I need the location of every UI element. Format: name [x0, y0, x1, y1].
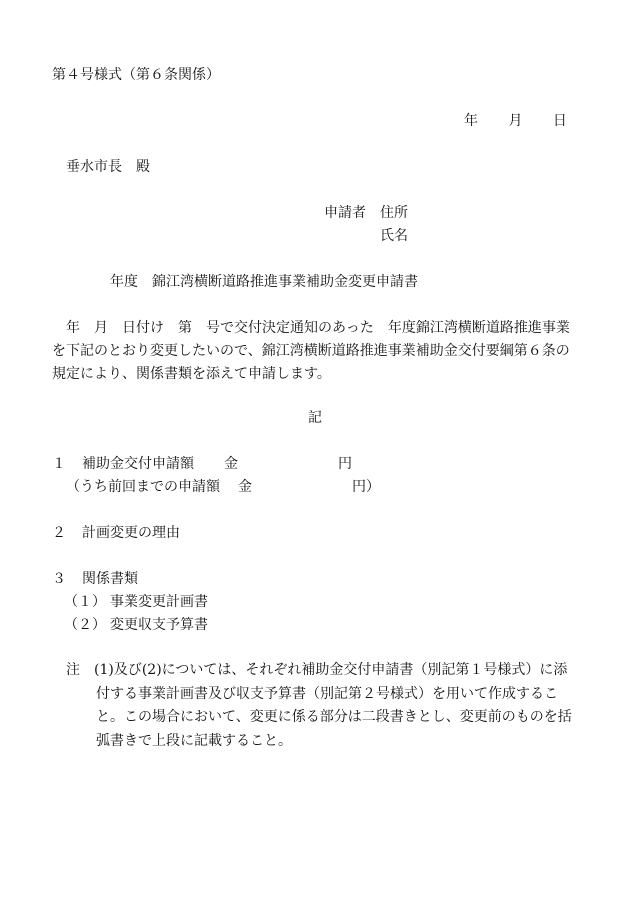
- body-line-2: を下記のとおり変更したいので、錦江湾横断道路推進事業補助金交付要綱第６条の: [52, 343, 570, 359]
- body-line-1: 年 月 日付け 第 号で交付決定通知のあった 年度錦江湾横断道路推進事業: [52, 320, 570, 336]
- date-day: 日: [552, 113, 567, 129]
- note: [66, 659, 580, 753]
- sub2-no: （２）: [64, 617, 106, 633]
- form-label: 第４号様式（第６条関係）: [52, 67, 220, 83]
- item1-yen: 円: [338, 456, 352, 472]
- item3-label: 関係書類: [82, 571, 138, 587]
- note-block: [66, 659, 580, 753]
- item1-sub-open: （うち前回までの申請額: [66, 479, 220, 495]
- item3-no: ３: [52, 571, 66, 587]
- item1-no: １: [52, 456, 66, 472]
- item2-label: 計画変更の理由: [82, 525, 180, 541]
- item2-no: ２: [52, 525, 66, 541]
- applicant-label: 申請者: [324, 205, 366, 221]
- item1-label: 補助金交付申請額: [82, 456, 194, 472]
- body-paragraph: [52, 317, 580, 386]
- note-text: (1)及び(2)については、それぞれ補助金交付申請書（別記第１号様式）に添付する事業計画書及び収支予算書（別記第２号様式）を用いて作成すること。この場合において、変更に係る部分は二段書きとし、変更前のものを括弧書きで上段に記載すること。: [94, 662, 572, 749]
- sub1-no: （１）: [64, 594, 106, 610]
- document-title: 年度 錦江湾横断道路推進事業補助金変更申請書: [110, 274, 418, 290]
- sub1-label: 事業変更計画書: [110, 594, 208, 610]
- addressee: 垂水市長 殿: [66, 159, 150, 175]
- date-year: 年: [464, 113, 478, 129]
- item1-sub-close: 円）: [352, 479, 380, 495]
- ki-heading: 記: [308, 410, 322, 426]
- applicant-name: 氏名: [380, 228, 408, 244]
- note-label: 注: [66, 662, 80, 678]
- date-line: [464, 112, 567, 130]
- date-month: 月: [508, 113, 523, 129]
- sub2-label: 変更収支予算書: [110, 617, 208, 633]
- item1-sub-kin: 金: [238, 479, 252, 495]
- item1-kin: 金: [224, 456, 238, 472]
- body-line-3: 規定により、関係書類を添えて申請します。: [52, 366, 331, 382]
- applicant-address: 住所: [380, 205, 408, 221]
